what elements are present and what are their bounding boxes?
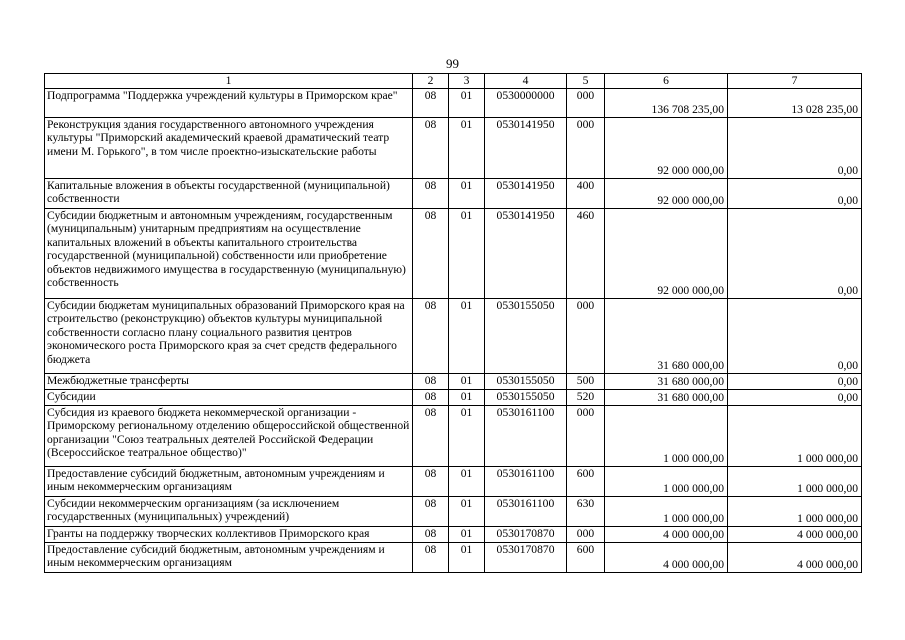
- amount-col6: 92 000 000,00: [605, 208, 728, 298]
- amount-col6: 31 680 000,00: [605, 373, 728, 389]
- amount-col7: 0,00: [728, 298, 862, 373]
- row-name: Субсидии бюджетным и автономным учреждениям, государственным (муниципальным) унитарным предприятиям на осуществление капитальных вложений в объекты капитального строительства государственной (муниципальной) собственности или приобретение объектов недвижимого имущества в государственную (муниципальную) собственность: [45, 208, 413, 298]
- header-cell: 1: [45, 74, 413, 89]
- amount-col6: 1 000 000,00: [605, 466, 728, 496]
- amount-col7: 1 000 000,00: [728, 405, 862, 466]
- subsection-code: 01: [449, 405, 485, 466]
- table-row: [45, 117, 862, 178]
- row-name: Субсидия из краевого бюджета некоммерческой организации - Приморскому региональному отделению общероссийской общественной организации "Союз театральных деятелей Российской Федерации (Всероссийское театральное общество)": [45, 405, 413, 466]
- target-code: 0530170870: [485, 542, 567, 572]
- expense-type-code: 400: [567, 178, 605, 208]
- target-code: 0530155050: [485, 298, 567, 373]
- section-code: 08: [413, 117, 449, 178]
- amount-col7: 4 000 000,00: [728, 526, 862, 542]
- section-code: 08: [413, 208, 449, 298]
- expense-type-code: 600: [567, 542, 605, 572]
- amount-col6: 92 000 000,00: [605, 178, 728, 208]
- target-code: 0530000000: [485, 88, 567, 117]
- amount-col6: 4 000 000,00: [605, 526, 728, 542]
- subsection-code: 01: [449, 542, 485, 572]
- subsection-code: 01: [449, 466, 485, 496]
- section-code: 08: [413, 542, 449, 572]
- subsection-code: 01: [449, 496, 485, 526]
- table-row: [45, 389, 862, 405]
- row-name: Предоставление субсидий бюджетным, автономным учреждениям и иным некоммерческим организациям: [45, 542, 413, 572]
- section-code: 08: [413, 298, 449, 373]
- row-name: Межбюджетные трансферты: [45, 373, 413, 389]
- header-cell: 7: [728, 74, 862, 89]
- table-row: [45, 88, 862, 117]
- amount-col6: 1 000 000,00: [605, 496, 728, 526]
- row-name: Субсидии бюджетам муниципальных образований Приморского края на строительство (реконструкцию) объектов культуры муниципальной собственности согласно плану социального развития центров экономического роста Приморского края за счет средств федерального бюджета: [45, 298, 413, 373]
- expense-type-code: 630: [567, 496, 605, 526]
- amount-col6: 4 000 000,00: [605, 542, 728, 572]
- table-row: [45, 208, 862, 298]
- section-code: 08: [413, 466, 449, 496]
- subsection-code: 01: [449, 373, 485, 389]
- table-row: [45, 373, 862, 389]
- amount-col7: 13 028 235,00: [728, 88, 862, 117]
- section-code: 08: [413, 526, 449, 542]
- target-code: 0530141950: [485, 208, 567, 298]
- expense-type-code: 000: [567, 117, 605, 178]
- expense-type-code: 000: [567, 526, 605, 542]
- amount-col6: 136 708 235,00: [605, 88, 728, 117]
- subsection-code: 01: [449, 117, 485, 178]
- row-name: Подпрограмма "Поддержка учреждений культуры в Приморском крае": [45, 88, 413, 117]
- row-name: Капитальные вложения в объекты государственной (муниципальной) собственности: [45, 178, 413, 208]
- table-row: [45, 496, 862, 526]
- amount-col7: 0,00: [728, 389, 862, 405]
- section-code: 08: [413, 405, 449, 466]
- subsection-code: 01: [449, 208, 485, 298]
- row-name: Реконструкция здания государственного автономного учреждения культуры "Приморский академический краевой драматический театр имени М. Горького", в том числе проектно-изыскательские работы: [45, 117, 413, 178]
- target-code: 0530155050: [485, 373, 567, 389]
- table-row: [45, 298, 862, 373]
- table-row: [45, 466, 862, 496]
- target-code: 0530161100: [485, 405, 567, 466]
- target-code: 0530170870: [485, 526, 567, 542]
- amount-col7: 1 000 000,00: [728, 466, 862, 496]
- section-code: 08: [413, 178, 449, 208]
- target-code: 0530161100: [485, 466, 567, 496]
- expense-type-code: 000: [567, 298, 605, 373]
- amount-col6: 92 000 000,00: [605, 117, 728, 178]
- expense-type-code: 600: [567, 466, 605, 496]
- budget-table: [44, 73, 862, 573]
- row-name: Предоставление субсидий бюджетным, автономным учреждениям и иным некоммерческим организациям: [45, 466, 413, 496]
- target-code: 0530155050: [485, 389, 567, 405]
- target-code: 0530161100: [485, 496, 567, 526]
- target-code: 0530141950: [485, 117, 567, 178]
- section-code: 08: [413, 373, 449, 389]
- header-cell: 3: [449, 74, 485, 89]
- subsection-code: 01: [449, 389, 485, 405]
- target-code: 0530141950: [485, 178, 567, 208]
- subsection-code: 01: [449, 526, 485, 542]
- section-code: 08: [413, 496, 449, 526]
- section-code: 08: [413, 88, 449, 117]
- header-cell: 4: [485, 74, 567, 89]
- subsection-code: 01: [449, 88, 485, 117]
- row-name: Субсидии: [45, 389, 413, 405]
- expense-type-code: 460: [567, 208, 605, 298]
- header-row: [45, 74, 862, 89]
- table-row: [45, 526, 862, 542]
- amount-col6: 1 000 000,00: [605, 405, 728, 466]
- page-number: 99: [446, 56, 459, 71]
- row-name: Гранты на поддержку творческих коллективов Приморского края: [45, 526, 413, 542]
- amount-col7: 0,00: [728, 117, 862, 178]
- section-code: 08: [413, 389, 449, 405]
- row-name: Субсидии некоммерческим организациям (за исключением государственных (муниципальных) учреждений): [45, 496, 413, 526]
- expense-type-code: 520: [567, 389, 605, 405]
- header-cell: 5: [567, 74, 605, 89]
- expense-type-code: 500: [567, 373, 605, 389]
- header-cell: 6: [605, 74, 728, 89]
- expense-type-code: 000: [567, 405, 605, 466]
- amount-col6: 31 680 000,00: [605, 298, 728, 373]
- amount-col6: 31 680 000,00: [605, 389, 728, 405]
- amount-col7: 0,00: [728, 208, 862, 298]
- expense-type-code: 000: [567, 88, 605, 117]
- subsection-code: 01: [449, 178, 485, 208]
- amount-col7: 4 000 000,00: [728, 542, 862, 572]
- header-cell: 2: [413, 74, 449, 89]
- table-row: [45, 178, 862, 208]
- subsection-code: 01: [449, 298, 485, 373]
- table-row: [45, 405, 862, 466]
- amount-col7: 0,00: [728, 178, 862, 208]
- amount-col7: 1 000 000,00: [728, 496, 862, 526]
- amount-col7: 0,00: [728, 373, 862, 389]
- table-row: [45, 542, 862, 572]
